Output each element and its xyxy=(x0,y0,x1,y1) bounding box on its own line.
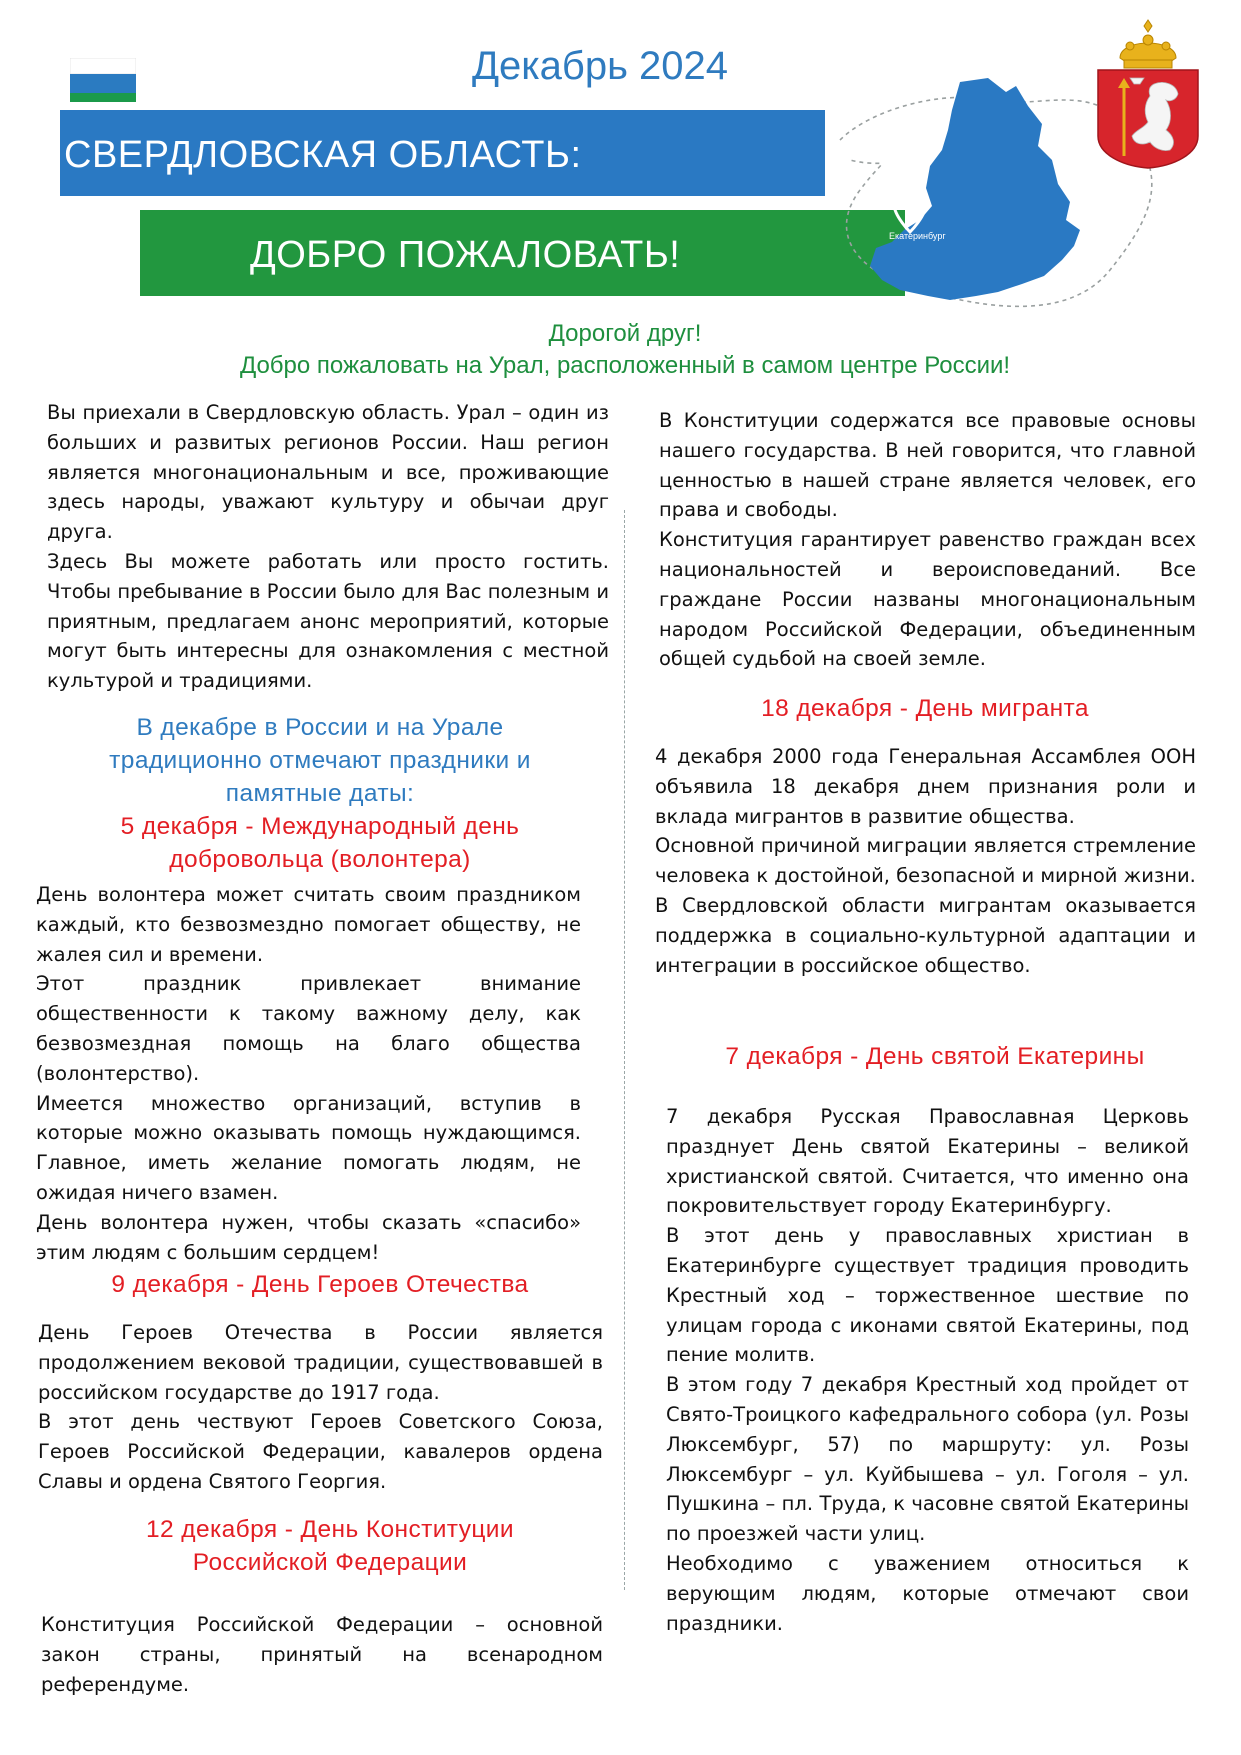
constitution-day-title xyxy=(70,1513,590,1579)
constitution-paragraph: Конституция Российской Федерации – основной закон страны, принятый на всенародном референдуме. xyxy=(41,1613,603,1696)
migrant-section xyxy=(655,742,1196,980)
constitution-section-left xyxy=(41,1610,603,1699)
volunteer-paragraph: Имеется множество организаций, вступив в которые можно оказывать помощь нуждающимся. Главное, иметь желание помогать людям, не ожидая ничего взамен. xyxy=(36,1091,581,1204)
heroes-section xyxy=(38,1318,603,1497)
constitution-paragraph: Конституция гарантирует равенство граждан всех национальностей и вероисповеданий. Все граждане России названы многонациональным народом Российской Федерации, объединенным общей судьбой на своей земле. xyxy=(659,528,1196,671)
header-banner-welcome xyxy=(140,210,905,296)
heroes-day-title: 9 декабря - День Героев Отечества xyxy=(111,1271,529,1298)
ekaterina-day-title: 7 декабря - День святой Екатерины xyxy=(725,1043,1145,1070)
migrant-day-title: 18 декабря - День мигранта xyxy=(761,695,1089,722)
header-welcome-title: ДОБРО ПОЖАЛОВАТЬ! xyxy=(250,234,681,276)
column-divider xyxy=(624,510,625,1590)
volunteer-paragraph: День волонтера нужен, чтобы сказать «спасибо» этим людям с большим сердцем! xyxy=(36,1210,581,1264)
ekaterina-paragraph: В этот день у православных христиан в Екатеринбурге существует традиция проводить Крестный ход – торжественное шествие по улицам города с иконами святой Екатерины, под пение молитв. xyxy=(666,1224,1189,1367)
header-banner-region xyxy=(60,110,825,196)
page-title-month: Декабрь 2024 xyxy=(471,44,729,88)
migrant-paragraph: В Свердловской области мигрантам оказывается поддержка в социально-культурной адаптации и интеграции в российское общество. xyxy=(655,893,1196,977)
ekaterina-section xyxy=(666,1102,1189,1638)
migrant-paragraph: Основной причиной миграции является стремление человека к достойной, безопасной и мирной жизни. xyxy=(655,834,1196,888)
migrant-paragraph: 4 декабря 2000 года Генеральная Ассамблея ООН объявила 18 декабря днем признания роли и вклада мигрантов в развитие общества. xyxy=(655,745,1196,828)
heroes-paragraph: В этот день чествуют Героев Советского Союза, Героев Российской Федерации, кавалеров ордена Славы и ордена Святого Георгия. xyxy=(38,1410,603,1493)
ekaterina-paragraph: 7 декабря Русская Православная Церковь празднует День святой Екатерины – великой христианской святой. Считается, что именно она покровительствует городу Екатеринбургу. xyxy=(666,1105,1189,1218)
constitution-title-line-1: 12 декабря - День Конституции xyxy=(146,1516,514,1543)
intro-section xyxy=(47,398,609,696)
intro-paragraph: Здесь Вы можете работать или просто гостить. Чтобы пребывание в России было для Вас полезным и приятным, предлагаем анонс мероприятий, которые могут быть интересны для ознакомления с местной культурой и традициями. xyxy=(47,549,609,693)
holidays-heading: В декабре в России и на Урале традиционно отмечают праздники и памятные даты: xyxy=(109,714,531,807)
greeting xyxy=(120,318,1130,382)
intro-paragraph: Вы приехали в Свердловскую область. Урал – один из больших и развитых регионов России. Наш регион является многонациональным и все, проживающие здесь народы, уважают культуру и обычаи друг друга. xyxy=(47,401,609,544)
constitution-title-line-2: Российской Федерации xyxy=(192,1549,468,1576)
header-region-title: СВЕРДЛОВСКАЯ ОБЛАСТЬ: xyxy=(64,134,582,176)
constitution-paragraph: В Конституции содержатся все правовые основы нашего государства. В ней говорится, что главной ценностью в нашей стране является человек, его права и свободы. xyxy=(659,409,1196,522)
coat-of-arms-icon xyxy=(1090,18,1206,170)
ekaterina-paragraph: В этом году 7 декабря Крестный ход пройдет от Свято-Троицкого кафедрального собора (ул. Розы Люксембург, 57) по маршруту: ул. Розы Люксембург – ул. Куйбышева – ул. Гоголя – ул. Пушкина – пл. Труда, к часовне святой Екатерины по проезжей части улиц. xyxy=(666,1373,1189,1546)
greeting-line-2: Добро пожаловать на Урал, расположенный в самом центре России! xyxy=(239,352,1011,379)
volunteer-paragraph: Этот праздник привлекает внимание общественности к такому важному делу, как безвозмездная помощь на благо общества (волонтерство). xyxy=(36,972,581,1085)
sverdlovsk-flag-icon xyxy=(70,58,136,102)
constitution-section-right xyxy=(659,406,1196,674)
greeting-line-1: Дорогой друг! xyxy=(548,320,702,347)
volunteer-paragraph: День волонтера может считать своим праздником каждый, кто безвозмездно помогает обществу, не жалея сил и времени. xyxy=(36,883,581,966)
volunteer-section xyxy=(36,880,581,1267)
heroes-paragraph: День Героев Отечества в России является продолжением вековой традиции, существовавшей в российском государстве до 1917 года. xyxy=(38,1321,603,1404)
map-city-label: Екатеринбург xyxy=(889,231,946,241)
volunteer-day-title: 5 декабря - Международный день добровольца (волонтера) xyxy=(120,813,520,873)
ekaterina-paragraph: Необходимо с уважением относиться к верующим людям, которые отмечают свои праздники. xyxy=(666,1551,1189,1635)
